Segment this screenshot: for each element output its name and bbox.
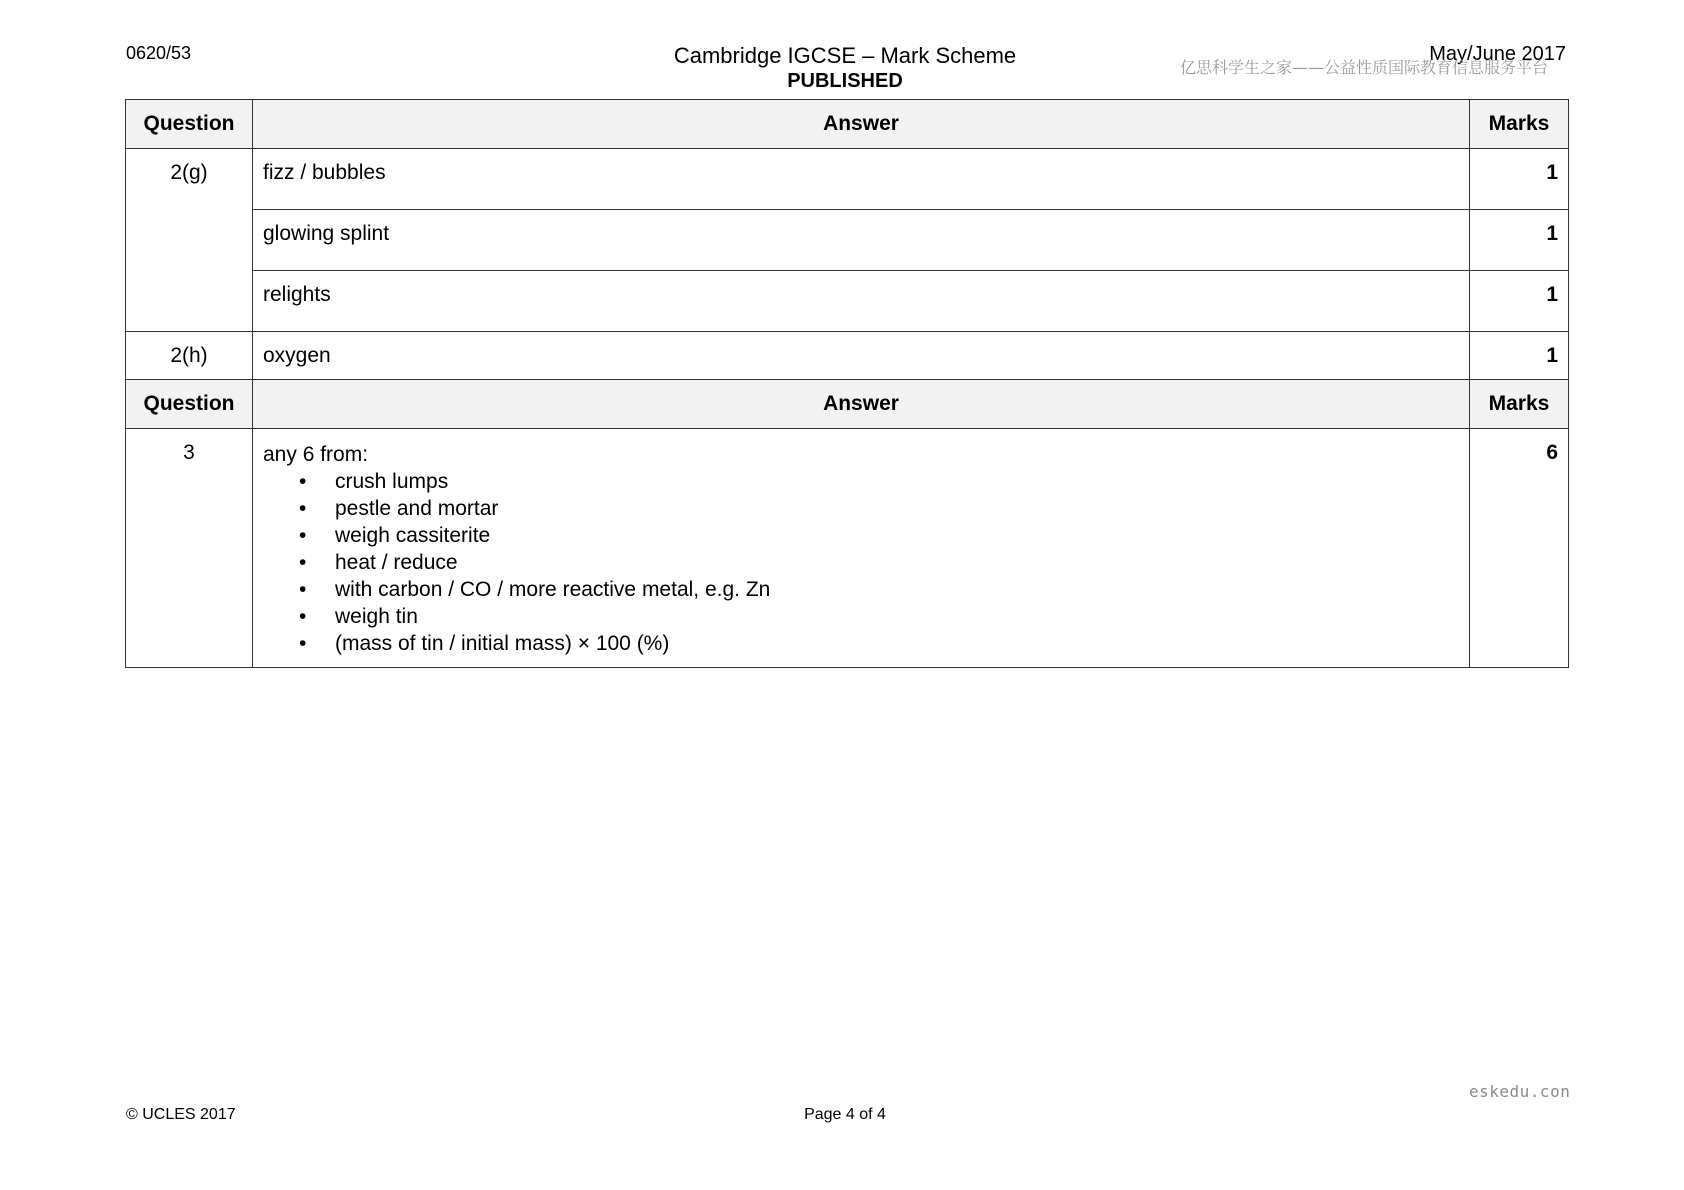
list-item xyxy=(263,495,1459,522)
question-column-header: Question xyxy=(126,380,253,429)
published-status: PUBLISHED xyxy=(787,70,903,92)
question-number: 2(g) xyxy=(126,149,253,332)
list-item xyxy=(263,603,1459,630)
bullet-text: with carbon / CO / more reactive metal, e.g. Zn xyxy=(335,578,771,601)
bullet-icon: • xyxy=(299,605,307,628)
watermark-chinese: 亿思科学生之家——公益性质国际教育信息服务平台 xyxy=(1180,58,1549,77)
mark-scheme-table-q3 xyxy=(125,379,1569,668)
table-row xyxy=(126,429,1569,668)
paper-code: 0620/53 xyxy=(126,43,192,63)
marks-column-header: Marks xyxy=(1470,380,1569,429)
list-item xyxy=(263,576,1459,603)
answer-text: oxygen xyxy=(253,332,1470,393)
watermark-site: eskedu.con xyxy=(1469,1082,1571,1101)
answer-text: glowing splint xyxy=(253,210,1470,271)
page-number: Page 4 of 4 xyxy=(804,1106,886,1123)
mark-scheme-table-q2 xyxy=(125,99,1569,393)
marks-value: 1 xyxy=(1470,332,1569,393)
table-header-row xyxy=(126,100,1569,149)
bullet-text: pestle and mortar xyxy=(335,497,499,520)
bullet-text: crush lumps xyxy=(335,470,449,493)
exam-session: May/June 2017 xyxy=(1429,43,1566,65)
bullet-icon: • xyxy=(299,524,307,547)
answer-bullet-list xyxy=(263,468,1459,667)
marks-value: 6 xyxy=(1470,429,1569,668)
question-number: 2(h) xyxy=(126,332,253,393)
bullet-text: weigh cassiterite xyxy=(335,524,491,547)
table-header-row xyxy=(126,380,1569,429)
list-item xyxy=(263,522,1459,549)
bullet-icon: • xyxy=(299,551,307,574)
bullet-icon: • xyxy=(299,470,307,493)
bullet-icon: • xyxy=(299,632,307,655)
header-center xyxy=(600,43,1090,93)
marks-value: 1 xyxy=(1470,271,1569,332)
bullet-icon: • xyxy=(299,578,307,601)
list-item xyxy=(263,630,1459,657)
list-item xyxy=(263,468,1459,495)
question-column-header: Question xyxy=(126,100,253,149)
marks-value: 1 xyxy=(1470,210,1569,271)
answer-column-header: Answer xyxy=(253,100,1470,149)
bullet-text: (mass of tin / initial mass) × 100 (%) xyxy=(335,632,670,655)
answer-column-header: Answer xyxy=(253,380,1470,429)
table-row xyxy=(126,149,1569,210)
marks-value: 1 xyxy=(1470,149,1569,210)
answer-text: relights xyxy=(253,271,1470,332)
bullet-text: heat / reduce xyxy=(335,551,458,574)
answer-intro: any 6 from: xyxy=(263,443,369,466)
copyright-notice: © UCLES 2017 xyxy=(126,1106,236,1123)
bullet-text: weigh tin xyxy=(335,605,418,628)
marks-column-header: Marks xyxy=(1470,100,1569,149)
mark-scheme-title: Cambridge IGCSE – Mark Scheme xyxy=(673,43,1017,68)
answer-cell xyxy=(253,429,1470,668)
table-row xyxy=(126,210,1569,271)
bullet-icon: • xyxy=(299,497,307,520)
question-number: 3 xyxy=(126,429,253,668)
answer-text: fizz / bubbles xyxy=(253,149,1470,210)
list-item xyxy=(263,549,1459,576)
table-row xyxy=(126,271,1569,332)
